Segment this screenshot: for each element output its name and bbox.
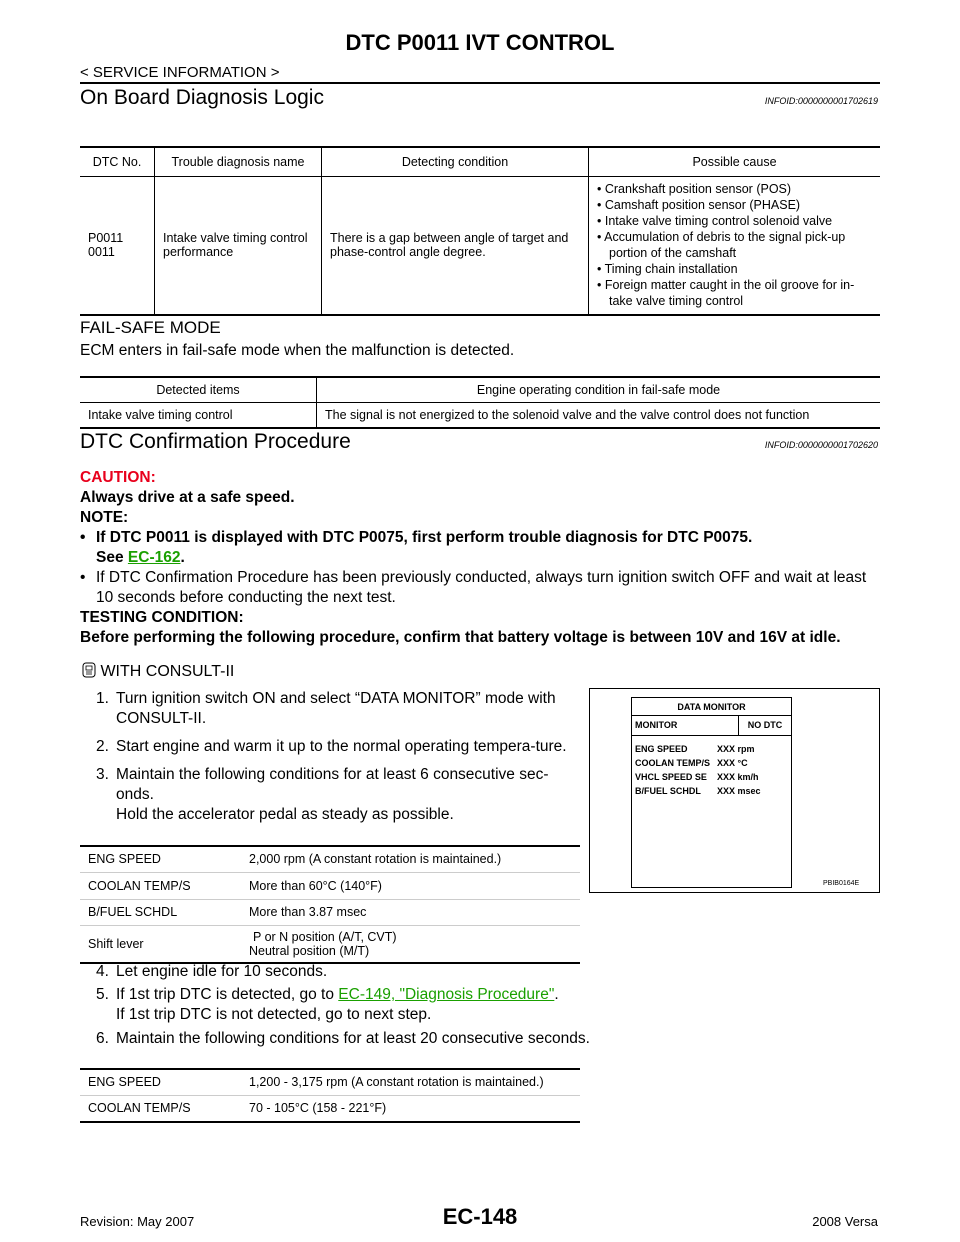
failsafe-heading: FAIL-SAFE MODE: [80, 318, 221, 337]
step-6: 6. Maintain the following conditions for at least 20 consecutive seconds.: [96, 1029, 880, 1049]
screen-col-nodtc: NO DTC: [738, 716, 791, 735]
cause-item: • Foreign matter caught in the oil groove for in-take valve timing control: [597, 278, 855, 309]
screen-row-label: ENG SPEED: [635, 744, 688, 754]
condition-table-1: [80, 845, 580, 964]
cause-item: • Timing chain installation: [597, 262, 738, 277]
screen-row-value: XXX °C: [717, 758, 748, 768]
cell-detected: Intake valve timing control: [88, 408, 233, 422]
cause-item: • Camshaft position sensor (PHASE): [597, 198, 801, 213]
screen-row: [635, 742, 788, 756]
dtc-code: P0011: [88, 231, 124, 246]
step-2-text: Start engine and warm it up to the normal operating tempera-ture.: [116, 738, 567, 755]
section-label: < SERVICE INFORMATION >: [80, 64, 280, 81]
figure-code: PBIB0164E: [823, 880, 860, 887]
cause-item: • Crankshaft position sensor (POS): [597, 182, 792, 197]
testing-label: TESTING CONDITION:: [80, 609, 244, 626]
model-year: 2008 Versa: [812, 1214, 878, 1229]
cell-trouble: [155, 177, 322, 315]
screen-header-row: [632, 716, 791, 736]
revision-date: Revision: May 2007: [80, 1214, 195, 1229]
caution-block: [80, 468, 880, 648]
cell-condition: The signal is not energized to the solenoid valve and the valve control does not function: [317, 403, 881, 429]
cell-dtc: [80, 177, 155, 315]
step-4-text: Let engine idle for 10 seconds.: [116, 963, 328, 980]
see-label: See: [96, 549, 124, 566]
cond-value: 2,000 rpm (A constant rotation is maintained.): [241, 846, 580, 872]
consult-icon: [82, 662, 96, 678]
link-ec-149[interactable]: EC-149, "Diagnosis Procedure": [338, 986, 555, 1003]
screen-title: DATA MONITOR: [632, 698, 791, 716]
col-header-condition: Engine operating condition in fail-safe mode: [317, 377, 881, 403]
note-label: NOTE:: [80, 509, 129, 526]
step-3-text: Maintain the following conditions for at least 6 consecutive sec-onds.: [116, 766, 549, 803]
info-id: INFOID:0000000001702619: [764, 96, 878, 106]
screen-row: [635, 770, 788, 784]
note-1-text: If DTC P0011 is displayed with DTC P0075, first perform trouble diagnosis for DTC P0075.: [96, 529, 753, 546]
col-header-cause: Possible cause: [589, 147, 881, 177]
screen-row-label: B/FUEL SCHDL: [635, 786, 701, 796]
failsafe-table: [80, 376, 880, 429]
cond-value: More than 60°C (140°F): [241, 872, 580, 899]
consult-label: WITH CONSULT-II: [100, 663, 235, 680]
link-ec-162[interactable]: EC-162: [127, 549, 181, 566]
cond-item: COOLAN TEMP/S: [80, 872, 241, 899]
step-1: 1. Turn ignition switch ON and select “DATA MONITOR” mode with CONSULT-II.: [96, 689, 580, 729]
col-header-trouble: Trouble diagnosis name: [155, 147, 322, 177]
note-item-2: • If DTC Confirmation Procedure has been previously conducted, always turn ignition switch OFF and wait at least 10 seconds before conducting the next test.: [80, 569, 867, 606]
section-heading-obd-logic: On Board Diagnosis Logic: [80, 86, 324, 109]
step-5: 5. If 1st trip DTC is detected, go to EC-149, "Diagnosis Procedure". If 1st trip DTC is not detected, go to next step.: [96, 985, 880, 1025]
cond-item: COOLAN TEMP/S: [88, 1101, 191, 1116]
screen-row-label: VHCL SPEED SE: [635, 772, 707, 782]
screen-row-label: COOLAN TEMP/S: [635, 758, 711, 768]
info-id: INFOID:0000000001702620: [764, 440, 878, 450]
cond-value: [241, 925, 580, 963]
cond-item: ENG SPEED: [80, 846, 241, 872]
screen-row-value: XXX km/h: [717, 772, 759, 782]
step-5-subtext: If 1st trip DTC is not detected, go to next step.: [116, 1006, 432, 1023]
testing-text: Before performing the following procedure, confirm that battery voltage is between 10V and 16V at idle.: [80, 629, 841, 646]
step-3-subtext: Hold the accelerator pedal as steady as possible.: [116, 806, 454, 823]
condition-table-2: [80, 1068, 580, 1123]
failsafe-text: ECM enters in fail-safe mode when the malfunction is detected.: [80, 342, 515, 359]
step-6-text: Maintain the following conditions for at least 20 consecutive seconds.: [116, 1030, 590, 1047]
col-header-dtc: DTC No.: [80, 147, 155, 177]
cond-value: 1,200 - 3,175 rpm (A constant rotation is maintained.): [241, 1069, 580, 1095]
caution-label: CAUTION:: [80, 469, 156, 486]
cell-causes: [589, 177, 881, 315]
step-4: 4. Let engine idle for 10 seconds.: [96, 962, 880, 982]
trouble-line: Intake valve timing control: [163, 231, 308, 246]
cause-item: • Intake valve timing control solenoid valve: [597, 214, 833, 229]
step-5-text: If 1st trip DTC is detected, go to EC-149, "Diagnosis Procedure".: [116, 986, 559, 1003]
consult-screen: [631, 697, 792, 888]
screen-col-monitor: MONITOR: [635, 720, 678, 730]
dtc-table: [80, 146, 880, 316]
cond-value: 70 - 105°C (158 - 221°F): [249, 1101, 387, 1116]
cause-item: • Accumulation of debris to the signal pick-up portion of the camshaft: [597, 230, 846, 261]
note-2-text: If DTC Confirmation Procedure has been previously conducted, always turn ignition switch OFF and wait at least 10 seconds before conducting the next test.: [96, 569, 867, 606]
step-2: 2. Start engine and warm it up to the normal operating tempera-ture.: [96, 737, 580, 757]
cond-value: More than 3.87 msec: [241, 899, 580, 925]
screen-row-value: XXX msec: [717, 786, 761, 796]
screen-row: [635, 756, 788, 770]
step-1-text: Turn ignition switch ON and select “DATA MONITOR” mode with CONSULT-II.: [116, 690, 556, 727]
screen-row-value: XXX rpm: [717, 744, 755, 754]
trouble-line: performance: [163, 245, 234, 260]
detecting-line: phase-control angle degree.: [330, 245, 486, 260]
page-title: DTC P0011 IVT CONTROL: [345, 30, 615, 55]
cell-detecting: [322, 177, 589, 315]
note-item-1: • If DTC P0011 is displayed with DTC P0075, first perform trouble diagnosis for DTC P0075. See EC-162.: [80, 529, 753, 566]
detecting-line: There is a gap between angle of target and: [330, 231, 569, 246]
cond-item: ENG SPEED: [80, 1069, 241, 1095]
screen-rows: [632, 736, 791, 798]
consult-heading: [82, 662, 234, 681]
cond-item: Shift lever: [88, 936, 144, 951]
caution-text: Always drive at a safe speed.: [80, 489, 295, 506]
section-heading-dtc-confirmation: DTC Confirmation Procedure: [80, 430, 351, 453]
cond-item: B/FUEL SCHDL: [80, 899, 241, 925]
step-3: 3. Maintain the following conditions for at least 6 consecutive sec-onds. Hold the accelerator pedal as steady as possible.: [96, 765, 580, 825]
screen-row: [635, 784, 788, 798]
cond-value-line: P or N position (A/T, CVT): [253, 929, 397, 944]
col-header-detected: Detected items: [80, 377, 317, 403]
dtc-code-alt: 0011: [88, 245, 115, 260]
header-rule: [80, 82, 880, 84]
step-5-lead: If 1st trip DTC is detected, go to: [116, 986, 334, 1003]
col-header-detecting: Detecting condition: [322, 147, 589, 177]
cond-value-line: Neutral position (M/T): [249, 943, 370, 958]
page-number: EC-148: [442, 1204, 518, 1229]
